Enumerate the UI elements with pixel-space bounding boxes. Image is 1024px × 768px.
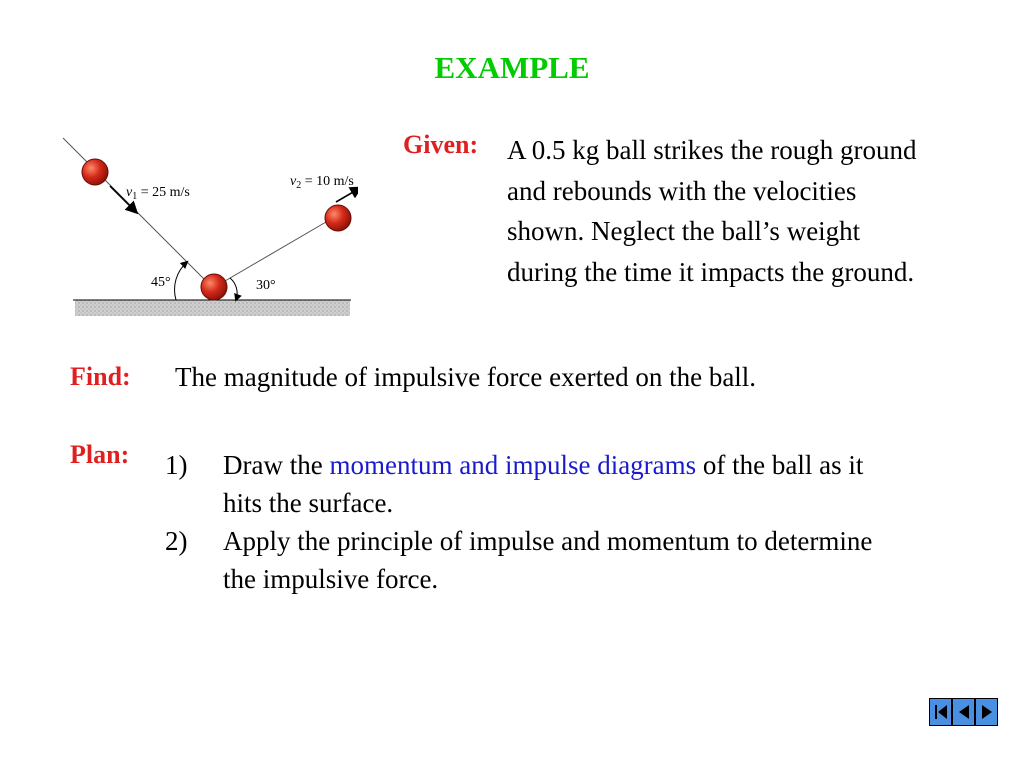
v2-arrow — [354, 174, 358, 190]
angle1-arc — [175, 262, 187, 300]
ball-rebound — [325, 205, 351, 231]
plan-item-text: Draw the momentum and impulse diagrams of the ball as it hits the surface. — [223, 450, 864, 518]
plan-list — [165, 446, 895, 598]
plan-item-2 — [165, 522, 895, 598]
nav-back-icon — [956, 702, 972, 722]
plan-item-text: Apply the principle of impulse and momentum to determine the impulsive force. — [223, 526, 873, 594]
find-label: Find: — [70, 362, 131, 391]
nav-first-icon — [933, 702, 949, 722]
v2-label: $v_2 = 10$ m/s — [290, 174, 354, 191]
nav-back-button[interactable] — [952, 698, 975, 726]
ball-incoming — [82, 159, 108, 185]
find-text: The magnitude of impulsive force exerted on the ball. — [175, 362, 757, 392]
angle2-label: 30° — [256, 278, 276, 293]
nav-first-button[interactable] — [929, 698, 952, 726]
angle1-label: 45° — [151, 275, 171, 290]
plan-label: Plan: — [70, 440, 130, 469]
given-label: Given: — [403, 130, 479, 159]
angle2-arc — [230, 278, 237, 300]
given-text: A 0.5 kg ball strikes the rough ground and rebounds with the velocities shown. Neglect the ball’s weight during the time it impacts the ground. — [507, 135, 917, 287]
incoming-path — [63, 138, 213, 288]
nav-forward-icon — [979, 702, 995, 722]
ball-impact — [201, 274, 227, 300]
ground — [75, 300, 350, 316]
plan-item-number: 1) — [165, 450, 188, 480]
plan-item-1 — [165, 446, 895, 522]
page-title: EXAMPLE — [434, 50, 590, 85]
nav-forward-button[interactable] — [975, 698, 998, 726]
ball-impact-figure — [58, 130, 358, 325]
v1-label: $v_1 = 25$ m/s — [126, 185, 190, 202]
highlighted-link-text[interactable]: momentum and impulse diagrams — [329, 450, 697, 480]
plan-item-number: 2) — [165, 526, 188, 556]
slide-navigation — [929, 698, 998, 726]
